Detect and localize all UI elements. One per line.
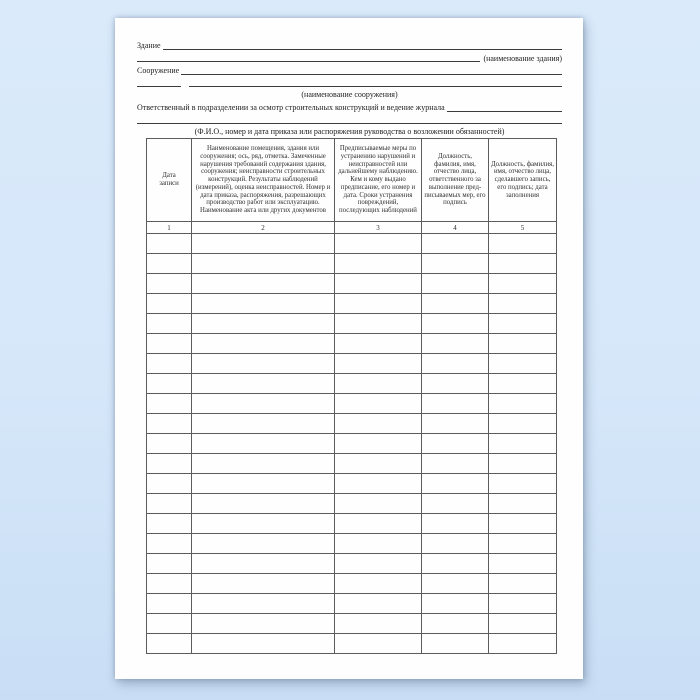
table-cell (147, 614, 192, 634)
table-cell (335, 494, 422, 514)
table-cell (147, 334, 192, 354)
table-cell (335, 314, 422, 334)
table-cell (422, 294, 489, 314)
table-row (147, 294, 557, 314)
table-cell (335, 554, 422, 574)
table-cell (335, 294, 422, 314)
table-row (147, 414, 557, 434)
table-cell (422, 534, 489, 554)
table-row (147, 634, 557, 654)
table-cell (489, 574, 557, 594)
table-cell (335, 414, 422, 434)
table-row (147, 574, 557, 594)
table-cell (335, 534, 422, 554)
table-cell (335, 234, 422, 254)
table-cell (192, 314, 335, 334)
table-cell (489, 454, 557, 474)
table-row (147, 514, 557, 534)
table-cell (422, 314, 489, 334)
table-cell (422, 394, 489, 414)
table-cell (192, 374, 335, 394)
table-cell (489, 314, 557, 334)
table-row (147, 554, 557, 574)
building-field (137, 39, 562, 51)
table-cell (335, 254, 422, 274)
table-cell (489, 494, 557, 514)
table-cell (335, 514, 422, 534)
table-row (147, 594, 557, 614)
table-row (147, 334, 557, 354)
table-cell (422, 334, 489, 354)
table-cell (192, 294, 335, 314)
building-label: Здание (137, 41, 161, 51)
table-cell (147, 534, 192, 554)
table-row (147, 274, 557, 294)
column-header-measures: Предписываемые меры по устранению нарушений и неисправностей или дальнейшему наблюдению. Кем и кому выдано предписание, его номер и дата. Сроки устранения повреждений, последующих наблюдений (335, 139, 422, 222)
table-cell (192, 274, 335, 294)
table-cell (489, 334, 557, 354)
table-cell (335, 354, 422, 374)
table-cell (192, 234, 335, 254)
structure-field (137, 64, 562, 76)
column-number: 3 (335, 222, 422, 234)
table-cell (147, 414, 192, 434)
table-cell (335, 394, 422, 414)
table-cell (192, 414, 335, 434)
table-cell (147, 374, 192, 394)
structure-blank-line-short (137, 86, 181, 87)
table-cell (147, 554, 192, 574)
table-cell (489, 594, 557, 614)
table-cell (489, 514, 557, 534)
column-number: 2 (192, 222, 335, 234)
table-cell (422, 494, 489, 514)
table-cell (422, 414, 489, 434)
table-row (147, 354, 557, 374)
table-cell (147, 254, 192, 274)
table-cell (422, 474, 489, 494)
table-row (147, 474, 557, 494)
table-cell (335, 274, 422, 294)
responsible-field-continuation (137, 113, 562, 125)
table-cell (192, 574, 335, 594)
table-row (147, 614, 557, 634)
table-cell (192, 634, 335, 654)
table-row (147, 254, 557, 274)
table-row (147, 314, 557, 334)
table-cell (335, 614, 422, 634)
column-number: 1 (147, 222, 192, 234)
structure-field-continuation (137, 76, 562, 88)
table-cell (192, 454, 335, 474)
table-cell (192, 434, 335, 454)
table-cell (147, 394, 192, 414)
table-cell (489, 634, 557, 654)
table-cell (422, 594, 489, 614)
table-cell (489, 354, 557, 374)
table-cell (489, 414, 557, 434)
table-cell (489, 254, 557, 274)
table-cell (147, 494, 192, 514)
building-field-continuation (137, 51, 562, 63)
column-number: 5 (489, 222, 557, 234)
table-row (147, 454, 557, 474)
table-cell (422, 374, 489, 394)
column-header-recorder: Должность, фамилия, имя, отчество лица, сделавшего запись, его подпись; дата заполнения (489, 139, 557, 222)
building-blank-line (163, 49, 562, 50)
table-row (147, 534, 557, 554)
table-cell (192, 474, 335, 494)
table-row (147, 374, 557, 394)
table-cell (335, 634, 422, 654)
table-cell (489, 234, 557, 254)
table-cell (422, 634, 489, 654)
table-cell (192, 354, 335, 374)
responsible-caption: (Ф.И.О., номер и дата приказа или распоряжения руководства о возложении обязанностей) (194, 126, 505, 136)
table-cell (489, 294, 557, 314)
table-row (147, 434, 557, 454)
responsible-blank-line-2 (137, 123, 562, 124)
inspection-journal-table (146, 138, 557, 654)
table-cell (192, 594, 335, 614)
table-cell (147, 274, 192, 294)
table-cell (335, 434, 422, 454)
table-cell (422, 614, 489, 634)
table-cell (192, 514, 335, 534)
table-cell (489, 614, 557, 634)
structure-blank-line-2 (189, 86, 562, 87)
structure-caption: (наименование сооружения) (301, 89, 398, 99)
structure-label: Сооружение (137, 66, 180, 76)
table-cell (422, 254, 489, 274)
responsible-blank-line (447, 111, 562, 112)
table-cell (335, 374, 422, 394)
table-cell (147, 574, 192, 594)
table-cell (147, 514, 192, 534)
responsible-field (137, 101, 562, 113)
table-cell (147, 234, 192, 254)
building-caption: (наименование здания) (483, 53, 562, 63)
table-cell (422, 354, 489, 374)
table-cell (147, 314, 192, 334)
table-cell (489, 534, 557, 554)
table-header-row (147, 139, 557, 222)
table-cell (147, 594, 192, 614)
document-page (115, 18, 583, 679)
responsible-label: Ответственный в подразделении за осмотр строительных конструкций и ведение журнала (137, 103, 445, 113)
column-header-date: Дата записи (147, 139, 192, 222)
table-row (147, 234, 557, 254)
table-cell (335, 574, 422, 594)
column-header-responsible-person: Должность, фамилия, имя, отчество лица, ответственного за выполнение пред-писываемых мер, его подпись (422, 139, 489, 222)
structure-blank-line (181, 74, 562, 75)
table-cell (192, 554, 335, 574)
table-header (147, 139, 557, 234)
table-cell (147, 474, 192, 494)
column-number: 4 (422, 222, 489, 234)
building-blank-line-2 (137, 61, 480, 62)
table-row (147, 394, 557, 414)
table-cell (422, 514, 489, 534)
table-cell (489, 554, 557, 574)
table-cell (422, 454, 489, 474)
table-cell (422, 434, 489, 454)
table-cell (489, 474, 557, 494)
table-cell (192, 254, 335, 274)
table-cell (192, 494, 335, 514)
table-cell (489, 394, 557, 414)
document-header (137, 39, 562, 138)
table-cell (489, 434, 557, 454)
table-cell (422, 574, 489, 594)
table-cell (335, 474, 422, 494)
table-body (147, 234, 557, 654)
table-cell (147, 354, 192, 374)
table-cell (335, 454, 422, 474)
column-header-description: Наименование помещения, здания или сооружения; ось, ряд, отметка. Замеченные нарушения требований содержания здания, сооружения; неисправности строительных конструкций. Результаты наблюдений (измерений), оценка неисправностей. Номер и дата приказа, распоряжения, разрешающих производство работ или эксплуатацию. Наименование акта или других документов (192, 139, 335, 222)
table-cell (422, 274, 489, 294)
column-number-row (147, 222, 557, 234)
table-cell (147, 434, 192, 454)
table-cell (192, 614, 335, 634)
table-cell (422, 554, 489, 574)
table-cell (147, 454, 192, 474)
table-cell (422, 234, 489, 254)
table-cell (335, 334, 422, 354)
table-cell (192, 334, 335, 354)
table-cell (192, 394, 335, 414)
table-cell (489, 274, 557, 294)
table-cell (192, 534, 335, 554)
table-row (147, 494, 557, 514)
table-cell (147, 634, 192, 654)
table-cell (147, 294, 192, 314)
table-cell (335, 594, 422, 614)
table-cell (489, 374, 557, 394)
